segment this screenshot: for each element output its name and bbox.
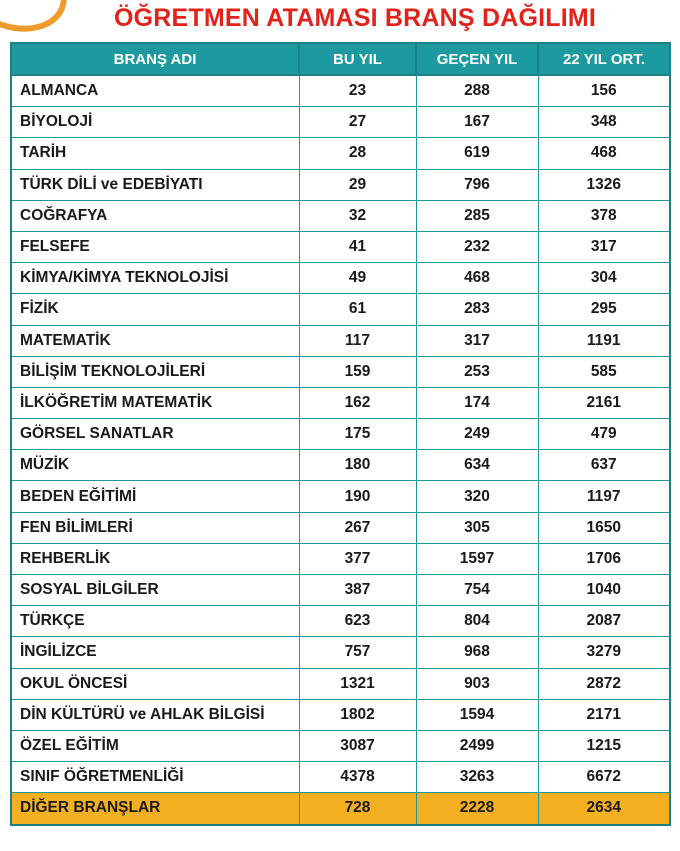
gecen-yil-cell: 804 <box>416 606 538 637</box>
ortalama-cell: 468 <box>538 138 670 169</box>
ortalama-cell: 3279 <box>538 637 670 668</box>
ortalama-cell: 1040 <box>538 575 670 606</box>
table-row <box>11 543 670 574</box>
gecen-yil-cell: 232 <box>416 231 538 262</box>
ortalama-cell: 1197 <box>538 481 670 512</box>
bu-yil-cell: 29 <box>299 169 416 200</box>
column-header-bu-yil: BU YIL <box>299 43 416 75</box>
branch-name-cell: BEDEN EĞİTİMİ <box>11 481 299 512</box>
ortalama-cell: 2161 <box>538 387 670 418</box>
gecen-yil-cell: 2228 <box>416 793 538 825</box>
table-row <box>11 637 670 668</box>
ortalama-cell: 348 <box>538 107 670 138</box>
branch-name-cell: GÖRSEL SANATLAR <box>11 419 299 450</box>
branch-name-cell: COĞRAFYA <box>11 200 299 231</box>
ortalama-cell: 317 <box>538 231 670 262</box>
table-row <box>11 263 670 294</box>
gecen-yil-cell: 468 <box>416 263 538 294</box>
table-row <box>11 575 670 606</box>
table-row <box>11 481 670 512</box>
table-row <box>11 138 670 169</box>
ortalama-cell: 2171 <box>538 699 670 730</box>
table-row <box>11 387 670 418</box>
table-row <box>11 107 670 138</box>
gecen-yil-cell: 167 <box>416 107 538 138</box>
gecen-yil-cell: 968 <box>416 637 538 668</box>
ortalama-cell: 1215 <box>538 730 670 761</box>
bu-yil-cell: 728 <box>299 793 416 825</box>
gecen-yil-cell: 903 <box>416 668 538 699</box>
table-row <box>11 730 670 761</box>
page-title: ÖĞRETMEN ATAMASI BRANŞ DAĞILIMI <box>113 4 597 32</box>
table-row <box>11 419 670 450</box>
gecen-yil-cell: 253 <box>416 356 538 387</box>
gecen-yil-cell: 283 <box>416 294 538 325</box>
ortalama-cell: 1191 <box>538 325 670 356</box>
bu-yil-cell: 28 <box>299 138 416 169</box>
gecen-yil-cell: 1597 <box>416 543 538 574</box>
ortalama-cell: 304 <box>538 263 670 294</box>
bu-yil-cell: 190 <box>299 481 416 512</box>
gecen-yil-cell: 249 <box>416 419 538 450</box>
bu-yil-cell: 377 <box>299 543 416 574</box>
branch-name-cell: İNGİLİZCE <box>11 637 299 668</box>
table-row <box>11 169 670 200</box>
bu-yil-cell: 162 <box>299 387 416 418</box>
bu-yil-cell: 23 <box>299 75 416 107</box>
branch-name-cell: BİLİŞİM TEKNOLOJİLERİ <box>11 356 299 387</box>
ortalama-cell: 479 <box>538 419 670 450</box>
bu-yil-cell: 49 <box>299 263 416 294</box>
branch-name-cell: TÜRKÇE <box>11 606 299 637</box>
ortalama-cell: 1326 <box>538 169 670 200</box>
gecen-yil-cell: 288 <box>416 75 538 107</box>
bu-yil-cell: 27 <box>299 107 416 138</box>
bu-yil-cell: 387 <box>299 575 416 606</box>
table-row <box>11 231 670 262</box>
ortalama-cell: 295 <box>538 294 670 325</box>
gecen-yil-cell: 3263 <box>416 762 538 793</box>
column-header-brans: BRANŞ ADI <box>11 43 299 75</box>
gecen-yil-cell: 174 <box>416 387 538 418</box>
table-body <box>11 75 670 825</box>
ortalama-cell: 2087 <box>538 606 670 637</box>
column-header-ortalama: 22 YIL ORT. <box>538 43 670 75</box>
gecen-yil-cell: 754 <box>416 575 538 606</box>
branch-name-cell: BİYOLOJİ <box>11 107 299 138</box>
ortalama-cell: 585 <box>538 356 670 387</box>
branch-name-cell: SINIF ÖĞRETMENLİĞİ <box>11 762 299 793</box>
branch-name-cell: ALMANCA <box>11 75 299 107</box>
bu-yil-cell: 4378 <box>299 762 416 793</box>
table-row <box>11 762 670 793</box>
gecen-yil-cell: 796 <box>416 169 538 200</box>
table-row <box>11 356 670 387</box>
table-row <box>11 325 670 356</box>
table-row <box>11 75 670 107</box>
bu-yil-cell: 175 <box>299 419 416 450</box>
branch-name-cell: ÖZEL EĞİTİM <box>11 730 299 761</box>
branch-name-cell: MATEMATİK <box>11 325 299 356</box>
branch-name-cell: KİMYA/KİMYA TEKNOLOJİSİ <box>11 263 299 294</box>
column-header-gecen-yil: GEÇEN YIL <box>416 43 538 75</box>
table-row <box>11 793 670 825</box>
table-row <box>11 512 670 543</box>
branch-name-cell: MÜZİK <box>11 450 299 481</box>
gecen-yil-cell: 317 <box>416 325 538 356</box>
branch-name-cell: REHBERLİK <box>11 543 299 574</box>
bu-yil-cell: 41 <box>299 231 416 262</box>
branch-name-cell: FEN BİLİMLERİ <box>11 512 299 543</box>
ortalama-cell: 2634 <box>538 793 670 825</box>
gecen-yil-cell: 320 <box>416 481 538 512</box>
table-row <box>11 699 670 730</box>
bu-yil-cell: 757 <box>299 637 416 668</box>
ortalama-cell: 6672 <box>538 762 670 793</box>
gecen-yil-cell: 634 <box>416 450 538 481</box>
branch-name-cell: İLKÖĞRETİM MATEMATİK <box>11 387 299 418</box>
branch-name-cell: FELSEFE <box>11 231 299 262</box>
bu-yil-cell: 3087 <box>299 730 416 761</box>
branch-name-cell: TARİH <box>11 138 299 169</box>
bu-yil-cell: 61 <box>299 294 416 325</box>
table-row <box>11 606 670 637</box>
bu-yil-cell: 1321 <box>299 668 416 699</box>
bu-yil-cell: 267 <box>299 512 416 543</box>
ortalama-cell: 1650 <box>538 512 670 543</box>
branch-name-cell: DİN KÜLTÜRÜ ve AHLAK BİLGİSİ <box>11 699 299 730</box>
ortalama-cell: 1706 <box>538 543 670 574</box>
branch-name-cell: FİZİK <box>11 294 299 325</box>
gecen-yil-cell: 305 <box>416 512 538 543</box>
table-row <box>11 200 670 231</box>
gecen-yil-cell: 285 <box>416 200 538 231</box>
table-row <box>11 668 670 699</box>
bu-yil-cell: 623 <box>299 606 416 637</box>
gecen-yil-cell: 1594 <box>416 699 538 730</box>
branch-name-cell: TÜRK DİLİ ve EDEBİYATI <box>11 169 299 200</box>
bu-yil-cell: 180 <box>299 450 416 481</box>
header-row <box>11 43 670 75</box>
table-row <box>11 450 670 481</box>
bu-yil-cell: 32 <box>299 200 416 231</box>
bu-yil-cell: 117 <box>299 325 416 356</box>
ortalama-cell: 156 <box>538 75 670 107</box>
bu-yil-cell: 159 <box>299 356 416 387</box>
ortalama-cell: 378 <box>538 200 670 231</box>
gecen-yil-cell: 619 <box>416 138 538 169</box>
table-row <box>11 294 670 325</box>
branch-name-cell: DİĞER BRANŞLAR <box>11 793 299 825</box>
branch-name-cell: SOSYAL BİLGİLER <box>11 575 299 606</box>
ortalama-cell: 2872 <box>538 668 670 699</box>
branch-name-cell: OKUL ÖNCESİ <box>11 668 299 699</box>
bu-yil-cell: 1802 <box>299 699 416 730</box>
ortalama-cell: 637 <box>538 450 670 481</box>
gecen-yil-cell: 2499 <box>416 730 538 761</box>
brans-table <box>10 42 671 826</box>
